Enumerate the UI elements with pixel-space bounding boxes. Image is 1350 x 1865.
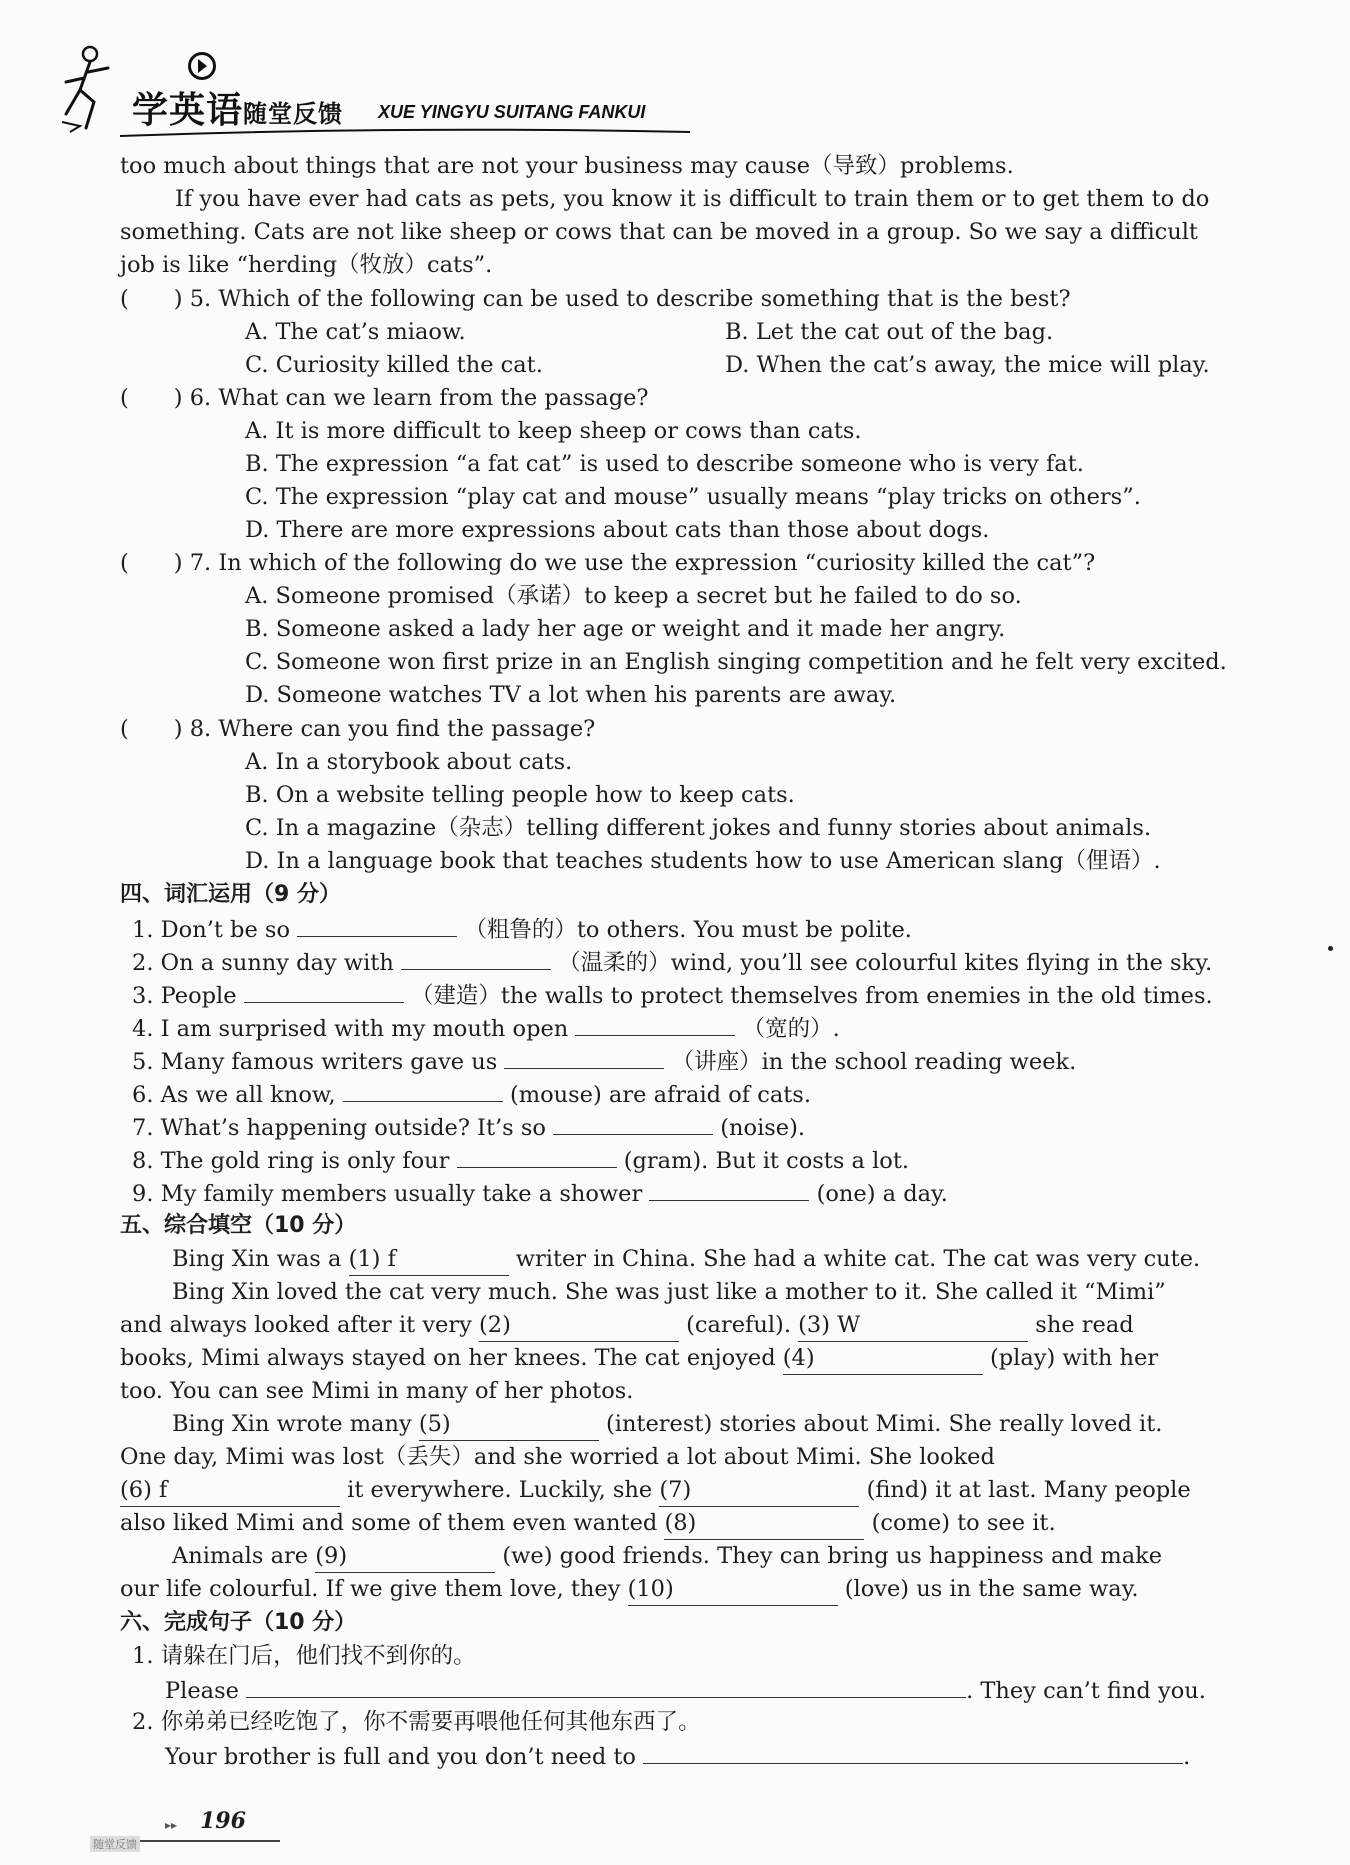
option[interactable]: A. The cat’s miaow.: [245, 319, 466, 345]
sentence-prompt-cn: 2. 你弟弟已经吃饱了，你不需要再喂他任何其他东西了。: [132, 1709, 701, 1735]
question-stem: ( ) 8. Where can you find the passage?: [120, 716, 596, 742]
cloze-blank[interactable]: (9): [315, 1540, 495, 1573]
vocab-item: 7. What’s happening outside? It’s so (noise).: [132, 1110, 805, 1144]
question-stem: ( ) 7. In which of the following do we use the expression “curiosity killed the cat”?: [120, 550, 1096, 576]
answer-blank[interactable]: [297, 912, 457, 937]
header-title-en: XUE YINGYU SUITANG FANKUI: [378, 102, 646, 122]
option[interactable]: D. There are more expressions about cats than those about dogs.: [245, 517, 990, 543]
arrow-icon: ▸▸: [165, 1818, 178, 1832]
page-header: [60, 42, 660, 134]
cloze-line: Bing Xin was a (1) f writer in China. She had a white cat. The cat was very cute.: [172, 1243, 1200, 1276]
option[interactable]: B. Someone asked a lady her age or weight and it made her angry.: [245, 616, 1006, 642]
option[interactable]: A. In a storybook about cats.: [245, 749, 573, 775]
option[interactable]: A. Someone promised（承诺）to keep a secret but he failed to do so.: [245, 583, 1022, 609]
vocab-item: 2. On a sunny day with （温柔的）wind, you’ll see colourful kites flying in the sky.: [132, 945, 1212, 979]
cloze-blank[interactable]: (5): [419, 1408, 599, 1441]
cloze-line: too. You can see Mimi in many of her photos.: [120, 1378, 634, 1404]
cloze-line: (6) f it everywhere. Luckily, she (7) (find) it at last. Many people: [120, 1474, 1191, 1507]
sentence-answer-line: Please . They can’t find you.: [165, 1673, 1206, 1707]
margin-dot: [1328, 946, 1333, 951]
cloze-line: and always looked after it very (2) (careful). (3) W she read: [120, 1309, 1134, 1342]
sentence-blank[interactable]: [643, 1739, 1183, 1764]
cloze-line: One day, Mimi was lost（丢失）and she worried a lot about Mimi. She looked: [120, 1444, 995, 1470]
answer-blank[interactable]: [553, 1110, 713, 1135]
cloze-blank[interactable]: (6) f: [120, 1474, 340, 1507]
header-swoosh: [120, 128, 690, 138]
answer-blank[interactable]: [401, 945, 551, 970]
option[interactable]: C. In a magazine（杂志）telling different jokes and funny stories about animals.: [245, 815, 1152, 841]
cloze-line: Bing Xin loved the cat very much. She was just like a mother to it. She called it “Mimi”: [172, 1279, 1166, 1305]
question-stem: ( ) 6. What can we learn from the passage?: [120, 385, 649, 411]
vocab-item: 4. I am surprised with my mouth open （宽的）.: [132, 1011, 840, 1045]
answer-blank[interactable]: [244, 978, 404, 1003]
option[interactable]: D. Someone watches TV a lot when his parents are away.: [245, 682, 897, 708]
cloze-blank[interactable]: (10): [628, 1573, 838, 1606]
cloze-line: our life colourful. If we give them love, they (10) (love) us in the same way.: [120, 1573, 1139, 1606]
answer-blank[interactable]: [343, 1077, 503, 1102]
footer-tag: 随堂反馈: [90, 1836, 140, 1852]
sentence-answer-line: Your brother is full and you don’t need to .: [165, 1739, 1190, 1773]
cloze-blank[interactable]: (2): [479, 1309, 679, 1342]
sentence-prompt-cn: 1. 请躲在门后，他们找不到你的。: [132, 1643, 476, 1669]
cloze-blank[interactable]: (8): [664, 1507, 864, 1540]
option[interactable]: B. The expression “a fat cat” is used to describe someone who is very fat.: [245, 451, 1084, 477]
vocab-item: 1. Don’t be so （粗鲁的）to others. You must be polite.: [132, 912, 912, 946]
cloze-blank[interactable]: (4): [783, 1342, 983, 1375]
play-icon: [188, 52, 216, 80]
cloze-blank[interactable]: (7): [659, 1474, 859, 1507]
answer-blank[interactable]: [504, 1044, 664, 1069]
option[interactable]: A. It is more difficult to keep sheep or cows than cats.: [245, 418, 862, 444]
option[interactable]: B. Let the cat out of the bag.: [725, 319, 1054, 345]
page-number: 196: [200, 1808, 246, 1834]
cloze-line: books, Mimi always stayed on her knees. The cat enjoyed (4) (play) with her: [120, 1342, 1158, 1375]
answer-blank[interactable]: [575, 1011, 735, 1036]
passage-line: too much about things that are not your business may cause（导致）problems.: [120, 153, 1014, 179]
option[interactable]: C. Someone won first prize in an English singing competition and he felt very excited.: [245, 649, 1227, 675]
passage-line: job is like “herding（牧放）cats”.: [120, 252, 493, 278]
passage-line: If you have ever had cats as pets, you know it is difficult to train them or to get them to do: [175, 186, 1210, 212]
passage-line: something. Cats are not like sheep or cows that can be moved in a group. So we say a difficult: [120, 219, 1198, 245]
question-stem: ( ) 5. Which of the following can be used to describe something that is the best?: [120, 286, 1071, 312]
vocab-item: 9. My family members usually take a shower (one) a day.: [132, 1176, 948, 1210]
option[interactable]: C. Curiosity killed the cat.: [245, 352, 543, 378]
option[interactable]: D. In a language book that teaches students how to use American slang（俚语）.: [245, 848, 1161, 874]
cloze-line: also liked Mimi and some of them even wanted (8) (come) to see it.: [120, 1507, 1056, 1540]
option[interactable]: C. The expression “play cat and mouse” usually means “play tricks on others”.: [245, 484, 1141, 510]
section-title: 六、完成句子（10 分）: [120, 1610, 357, 1635]
section-title: 四、词汇运用（9 分）: [120, 882, 341, 907]
sentence-blank[interactable]: [246, 1673, 966, 1698]
vocab-item: 3. People （建造）the walls to protect themselves from enemies in the old times.: [132, 978, 1213, 1012]
page-footer: [90, 1800, 290, 1850]
option[interactable]: D. When the cat’s away, the mice will play.: [725, 352, 1210, 378]
vocab-item: 5. Many famous writers gave us （讲座）in the school reading week.: [132, 1044, 1076, 1078]
header-title-cn: 学英语随堂反馈: [132, 90, 344, 131]
section-title: 五、综合填空（10 分）: [120, 1213, 357, 1238]
option[interactable]: B. On a website telling people how to keep cats.: [245, 782, 795, 808]
cloze-line: Animals are (9) (we) good friends. They can bring us happiness and make: [172, 1540, 1162, 1573]
cloze-blank[interactable]: (1) f: [349, 1243, 509, 1276]
cloze-line: Bing Xin wrote many (5) (interest) stories about Mimi. She really loved it.: [172, 1408, 1162, 1441]
runner-logo-icon: [60, 42, 122, 134]
cloze-blank[interactable]: (3) W: [798, 1309, 1028, 1342]
answer-blank[interactable]: [649, 1176, 809, 1201]
vocab-item: 8. The gold ring is only four (gram). But it costs a lot.: [132, 1143, 909, 1177]
vocab-item: 6. As we all know, (mouse) are afraid of cats.: [132, 1077, 811, 1111]
answer-blank[interactable]: [457, 1143, 617, 1168]
